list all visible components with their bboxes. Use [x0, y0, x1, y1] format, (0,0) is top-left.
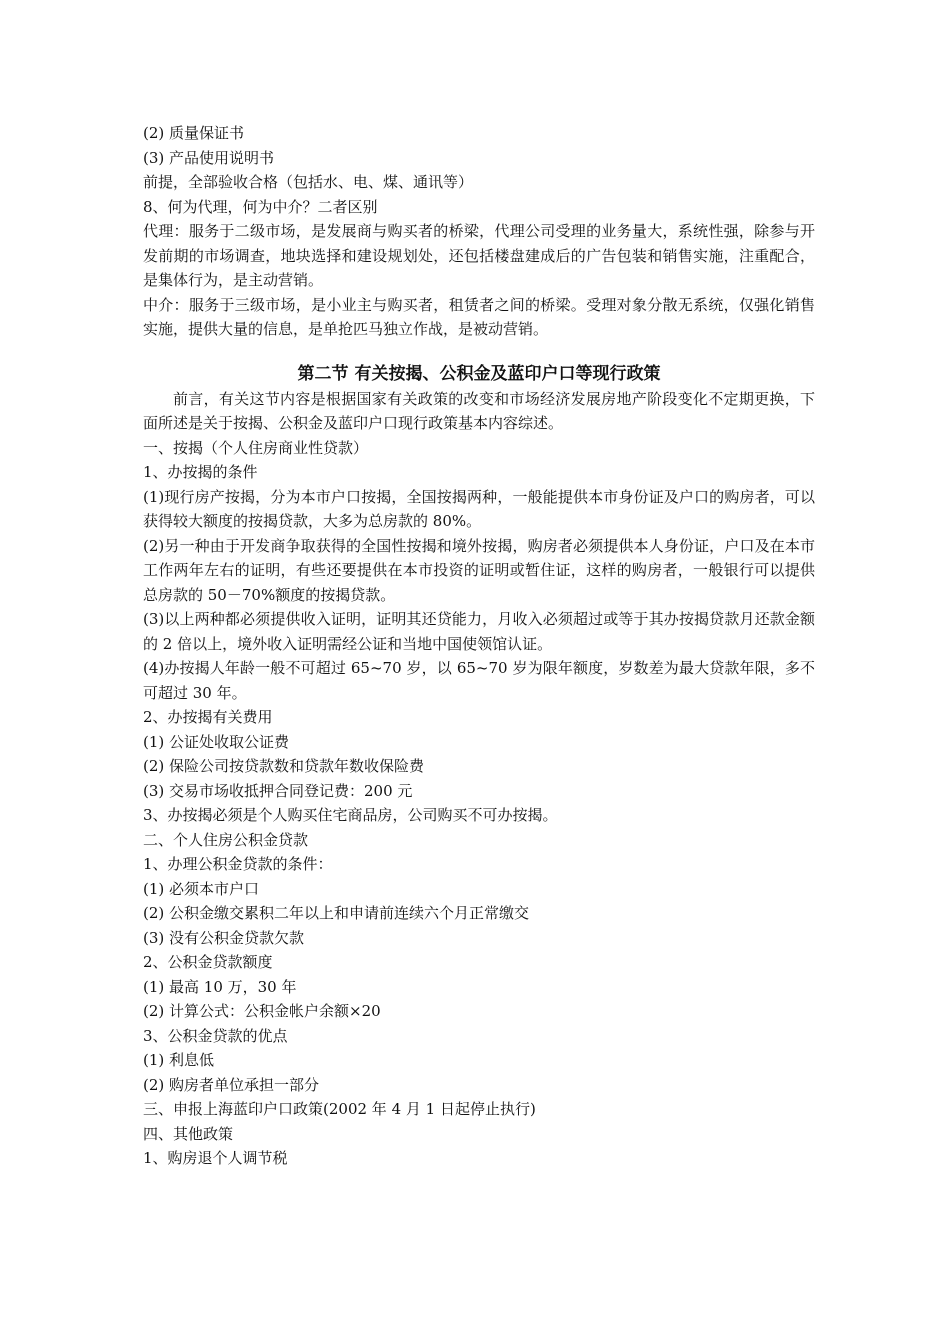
- preface-paragraph: 前言，有关这节内容是根据国家有关政策的改变和市场经济发展房地产阶段变化不定期更换，下面所述是关于按揭、公积金及蓝印户口现行政策基本内容综述。: [143, 389, 815, 432]
- mortgage-conditions-heading: 1、办按揭的条件: [143, 463, 258, 481]
- mortgage-condition-4: (4)办按揭人年龄一般不可超过 65~70 岁，以 65~70 岁为限年额度，岁数差为最大贷款年限，多不可超过 30 年。: [143, 659, 815, 702]
- mortgage-rule-3: 3、办按揭必须是个人购买住宅商品房，公司购买不可办按揭。: [143, 806, 558, 824]
- fund-advantage-1: (1) 利息低: [143, 1051, 215, 1069]
- list-item-product-manual: (3) 产品使用说明书: [143, 148, 275, 167]
- fund-advantage-2: (2) 购房者单位承担一部分: [143, 1075, 320, 1094]
- blue-stamp-heading: 三、申报上海蓝印户口政策(2002 年 4 月 1 日起停止执行): [143, 1100, 536, 1118]
- mortgage-heading: 一、按揭（个人住房商业性贷款）: [143, 438, 369, 457]
- mortgage-condition-1: (1)现行房产按揭，分为本市户口按揭，全国按揭两种，一般能提供本市身份证及户口的购房者，可以获得较大额度的按揭贷款，大多为总房款的 80%。: [143, 487, 815, 530]
- agency-paragraph: 代理：服务于二级市场，是发展商与购买者的桥梁，代理公司受理的业务量大，系统性强，除参与开发前期的市场调查，地块选择和建设规划处，还包括楼盘建成后的广告包装和销售实施，注重配合，是集体行为，是主动营销。: [143, 222, 815, 289]
- fund-condition-3: (3) 没有公积金贷款欠款: [143, 928, 305, 947]
- fund-condition-1: (1) 必须本市户口: [143, 879, 260, 898]
- mortgage-fee-1: (1) 公证处收取公证费: [143, 732, 290, 751]
- other-policies-heading: 四、其他政策: [143, 1124, 234, 1143]
- mortgage-fee-3: (3) 交易市场收抵押合同登记费：200 元: [143, 781, 413, 800]
- fund-amount-1: (1) 最高 10 万，30 年: [143, 977, 297, 996]
- fund-amount-heading: 2、公积金贷款额度: [143, 953, 273, 971]
- fund-condition-2: (2) 公积金缴交累积二年以上和申请前连续六个月正常缴交: [143, 904, 530, 922]
- mortgage-fees-heading: 2、办按揭有关费用: [143, 708, 273, 726]
- mortgage-condition-2: (2)另一种由于开发商争取获得的全国性按揭和境外按揭，购房者必须提供本人身份证，户口及在本市工作两年左右的证明，有些还要提供在本市投资的证明或暂住证，这样的购房者，一般银行可以提供总房款的 50－70%额度的按揭贷款。: [143, 536, 815, 604]
- provident-fund-heading: 二、个人住房公积金贷款: [143, 830, 309, 849]
- fund-advantages-heading: 3、公积金贷款的优点: [143, 1026, 288, 1045]
- premise-line: 前提，全部验收合格（包括水、电、煤、通讯等）: [143, 173, 474, 191]
- fund-conditions-heading: 1、办理公积金贷款的条件：: [143, 855, 333, 873]
- document-page: [143, 121, 815, 1171]
- mortgage-fee-2: (2) 保险公司按贷款数和贷款年数收保险费: [143, 757, 425, 775]
- mortgage-condition-3: (3)以上两种都必须提供收入证明，证明其还贷能力，月收入必须超过或等于其办按揭贷款月还款金额的 2 倍以上，境外收入证明需经公证和当地中国使领馆认证。: [143, 610, 815, 653]
- fund-amount-2: (2) 计算公式：公积金帐户余额×20: [143, 1002, 381, 1020]
- intermediary-paragraph: 中介：服务于三级市场，是小业主与购买者，租赁者之间的桥梁。受理对象分散无系统，仅强化销售实施，提供大量的信息，是单抢匹马独立作战，是被动营销。: [143, 295, 815, 338]
- section-title: 第二节 有关按揭、公积金及蓝印户口等现行政策: [297, 363, 661, 384]
- list-item-quality-certificate: (2) 质量保证书: [143, 124, 245, 142]
- question-8: 8、何为代理，何为中介？二者区别: [143, 197, 378, 216]
- other-policy-1: 1、购房退个人调节税: [143, 1149, 288, 1167]
